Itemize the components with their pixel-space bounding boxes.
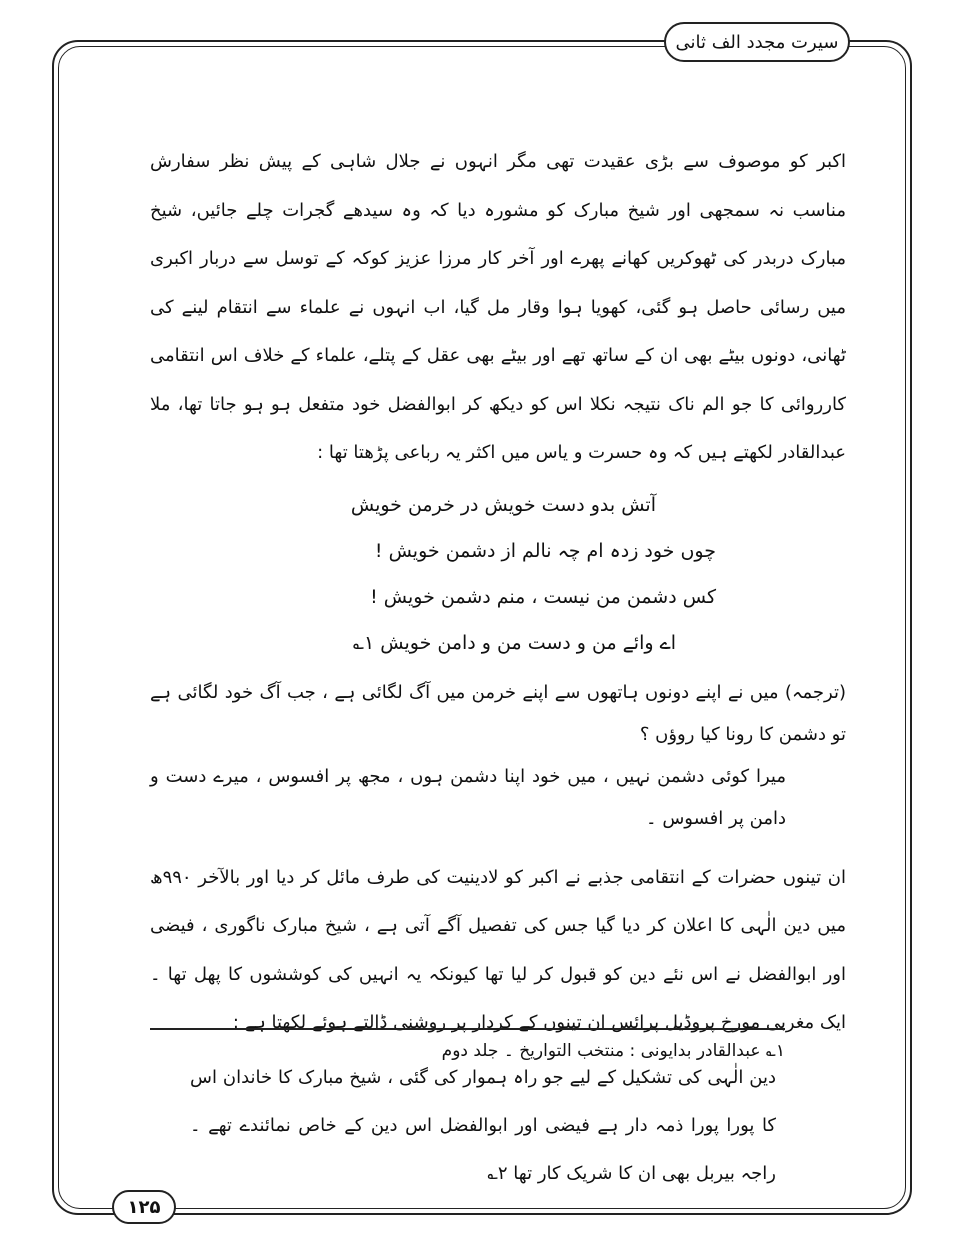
book-title: سیرت مجدد الف ثانی [675,31,839,53]
page-number: ۱۲۵ [127,1196,161,1218]
page-number-badge [112,1190,176,1224]
paragraph-2: ان تینوں حضرات کے انتقامی جذبے نے اکبر کو لادینیت کی طرف مائل کر دیا اور بالآخر ۹۹۰ھ میں دین الٰہی کا اعلان کر دیا گیا جس کی تفصیل آگے آتی ہے ، شیخ مبارک ناگوری ، فیضی اور ابوالفضل نے اس نئے دین کو قبول کر لیا تھا کیونکہ یہ انہیں کی کوششوں کا پھل تھا ۔ ایک مغربی مورخ پروڈیل پرائس ان تینوں کے کردار پر روشنی ڈالتے ہوئے لکھتا ہے : [150,866,846,1033]
verse-line: چوں خود زدہ ام چہ نالم از دشمن خویش ! [374,539,716,562]
footnote: ۱؎ عبدالقادر بدایونی : منتخب التواریخ ۔ جلد دوم [441,1041,785,1061]
translation-1: (ترجمہ) میں نے اپنے دونوں ہاتھوں سے اپنے خرمن میں آگ لگائی ہے ، جب آگ خود لگائی ہے تو دشمن کا رونا کیا روؤں ؟ [150,681,846,745]
block-quote: دین الٰہی کی تشکیل کے لیے جو راہ ہموار کی گئی ، شیخ مبارک کا خاندان اس کا پورا پورا ذمہ دار ہے فیضی اور ابوالفضل اس دین کے خاص نمائندے تھے ۔ راجہ بیربل بھی ان کا شریک کار تھا ۲؎ [190,1066,776,1184]
running-header [664,22,850,62]
translation-2: میرا کوئی دشمن نہیں ، میں خود اپنا دشمن ہوں ، مجھ پر افسوس ، میرے دست و دامن پر افسوس ۔ [150,765,786,829]
footnote-divider [150,1028,785,1030]
verse-line: آتش بدو دست خویش در خرمن خویش [350,493,656,516]
page-body [150,138,846,1198]
verse-line: کس دشمن من نیست ، منم دشمن خویش ! [370,585,716,608]
persian-verse-block [150,482,846,666]
paragraph-1: اکبر کو موصوف سے بڑی عقیدت تھی مگر انہوں نے جلال شاہی کے پیش نظر سفارش مناسب نہ سمجھی اور شیخ مبارک کو مشورہ دیا کہ وہ سیدھے گجرات چلے جائیں، شیخ مبارک دربدر کی ٹھوکریں کھانے پھرے اور آخر کار مرزا عزیز کوکہ کے توسل سے دربار اکبری میں رسائی حاصل ہو گئی، کھویا ہوا وقار مل گیا، اب انہوں نے علماء سے انتقام لینے کی ٹھانی، دونوں بیٹے بھی ان کے ساتھ تھے اور بیٹے بھی عقل کے پتلے، علماء کے خلاف اس انتقامی کارروائی کا جو الم ناک نتیجہ نکلا اس کو دیکھ کر ابوالفضل خود متفعل ہو ہو جاتا تھا، ملا عبدالقادر لکھتے ہیں کہ وہ حسرت و یاس میں اکثر یہ رباعی پڑھتا تھا : [150,151,846,463]
verse-line: اے وائے من و دست من و دامن خویش ۱؎ [352,631,676,654]
